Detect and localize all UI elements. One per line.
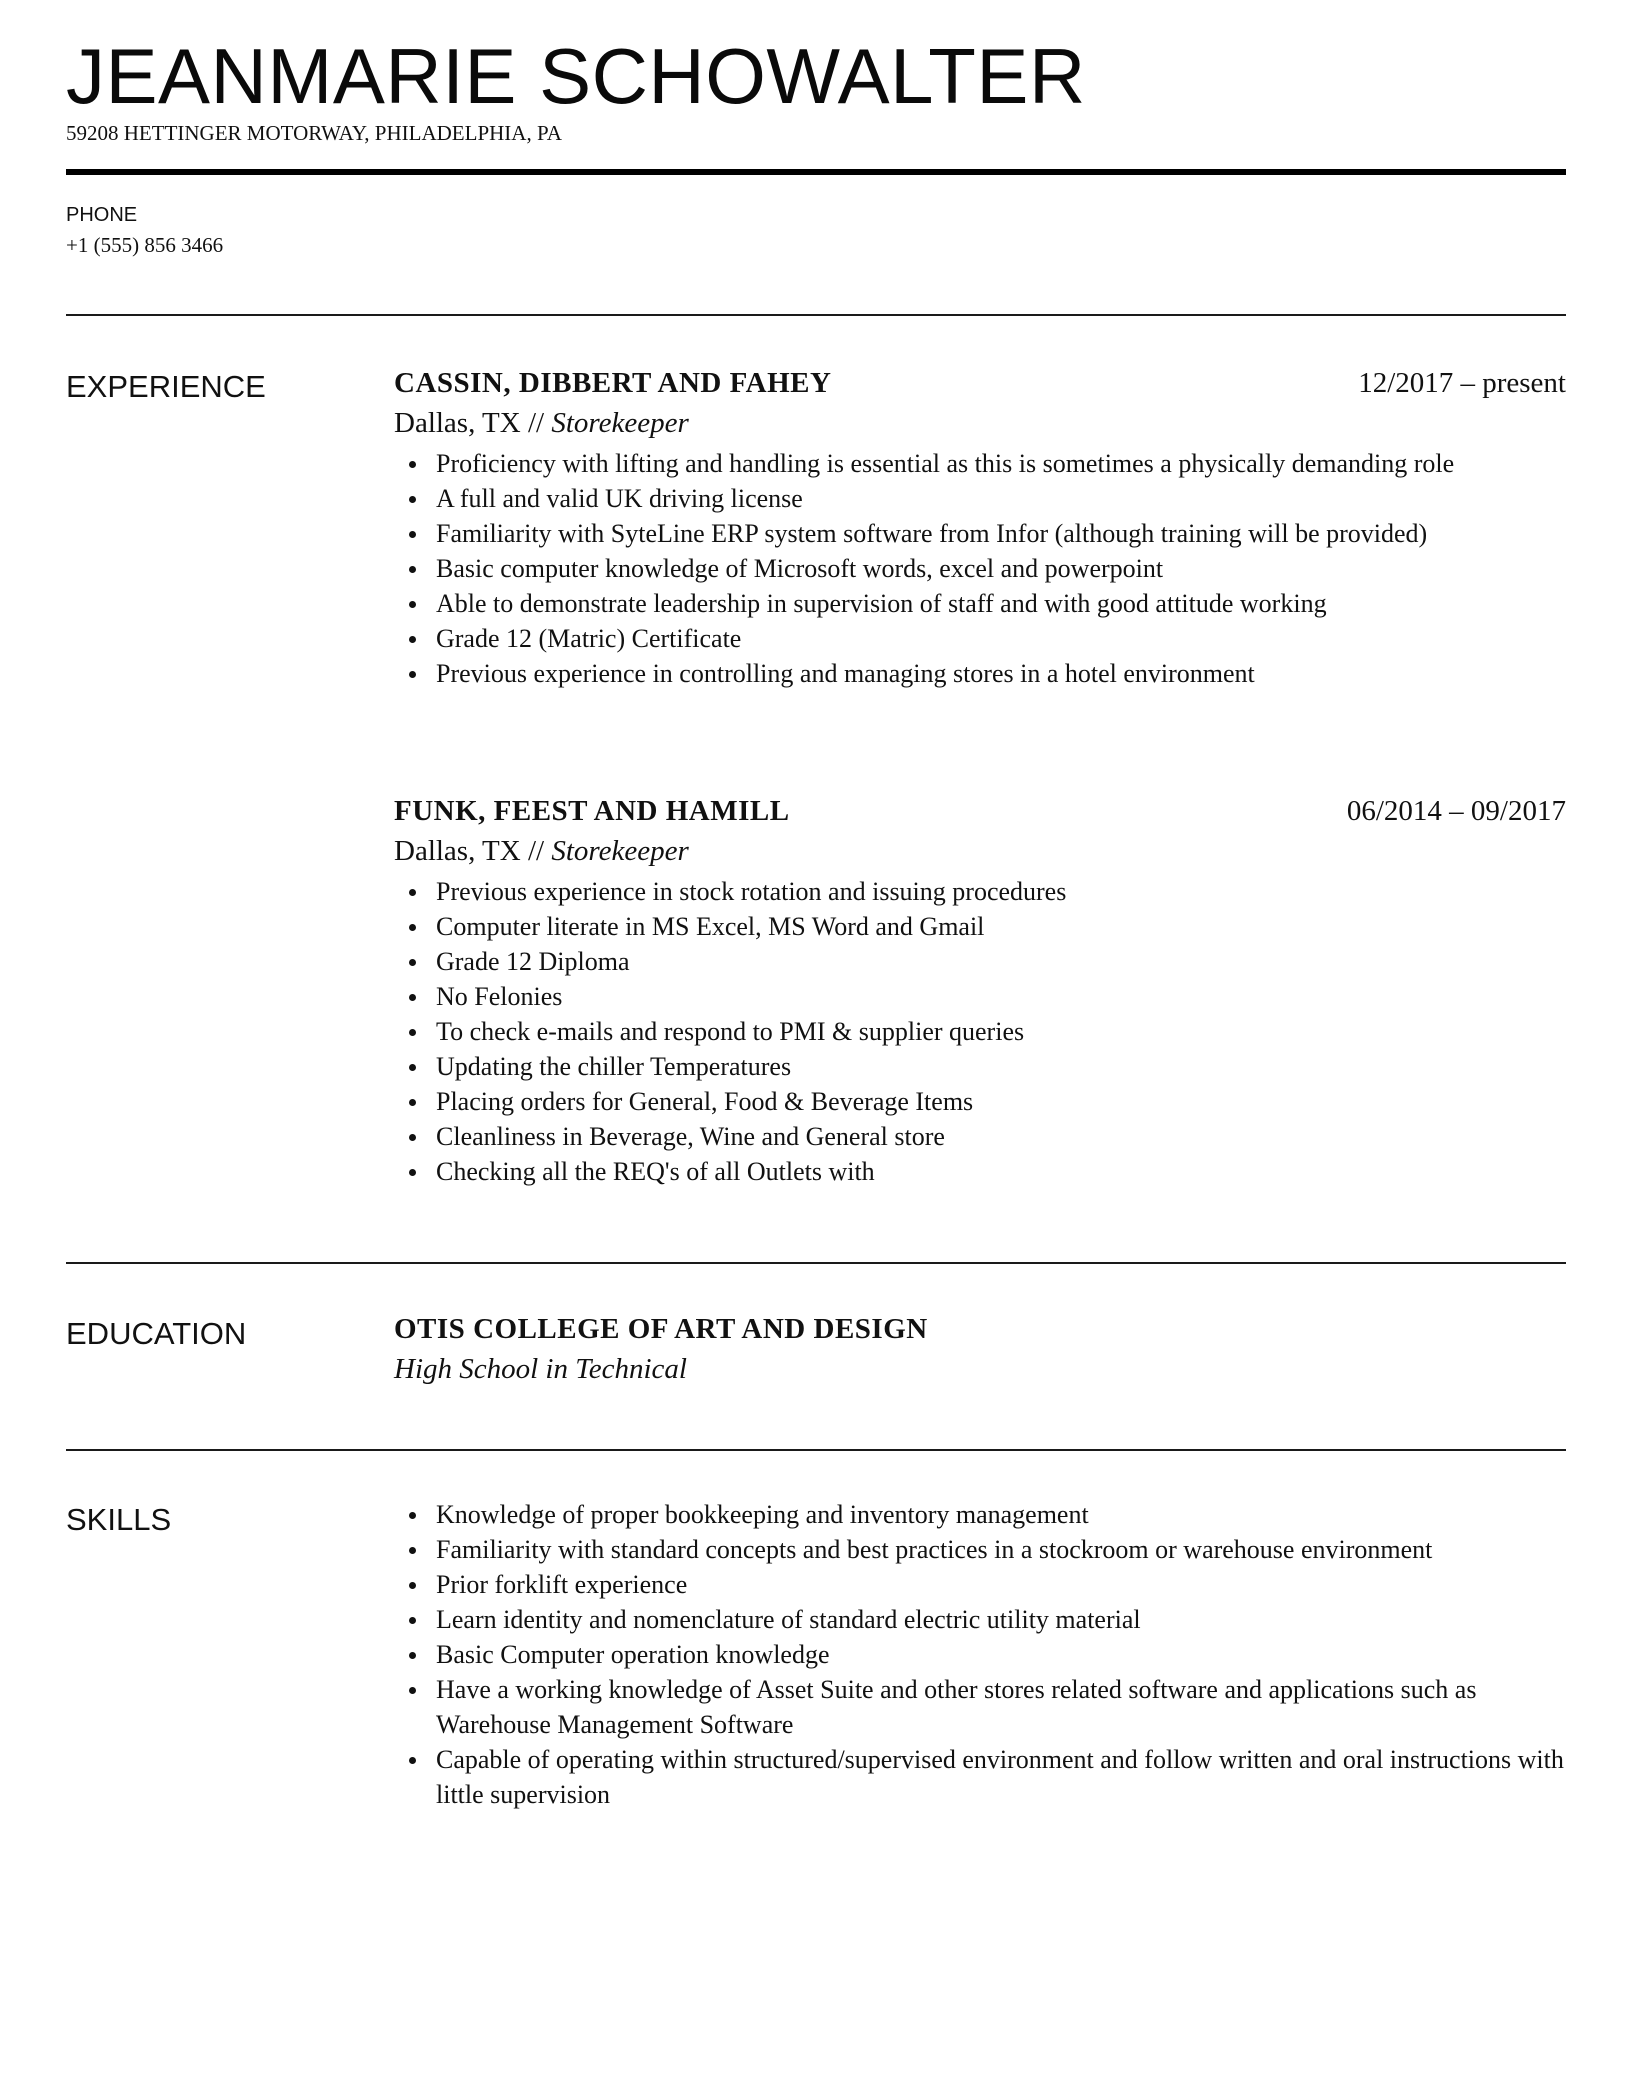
job-location: Dallas, TX: [394, 407, 521, 439]
skill-item: Knowledge of proper bookkeeping and inventory management: [394, 1497, 1566, 1532]
job-bullet: Proficiency with lifting and handling is essential as this is sometimes a physically demanding role: [394, 446, 1566, 481]
job-separator: //: [527, 407, 545, 439]
candidate-address: 59208 HETTINGER MOTORWAY, PHILADELPHIA, PA: [66, 121, 562, 145]
skills-section-title: SKILLS: [66, 1502, 172, 1537]
job-company: CASSIN, DIBBERT AND FAHEY: [394, 367, 832, 399]
job-subline: [394, 403, 1566, 443]
job-bullet: To check e-mails and respond to PMI & supplier queries: [394, 1014, 1566, 1049]
job-header: [394, 363, 1566, 403]
job-location: Dallas, TX: [394, 835, 521, 867]
job-entry: [394, 363, 1566, 691]
job-entry: [394, 791, 1566, 1189]
job-role: Storekeeper: [551, 407, 689, 439]
skill-item: Capable of operating within structured/supervised environment and follow written and oral instructions with little supervision: [394, 1742, 1566, 1812]
education-school: OTIS COLLEGE OF ART AND DESIGN: [394, 1313, 928, 1345]
job-separator: //: [527, 835, 545, 867]
phone-value: +1 (555) 856 3466: [66, 233, 224, 257]
job-bullet: Placing orders for General, Food & Beverage Items: [394, 1084, 1566, 1119]
job-dates: 06/2014 – 09/2017: [1346, 795, 1566, 827]
skills-list: [394, 1497, 1566, 1812]
job-dates: 12/2017 – present: [1358, 367, 1566, 399]
job-bullet: Grade 12 Diploma: [394, 944, 1566, 979]
phone-label: PHONE: [66, 204, 138, 226]
skill-item: Familiarity with standard concepts and best practices in a stockroom or warehouse environment: [394, 1532, 1566, 1567]
section-divider: [66, 314, 1566, 316]
job-bullet: A full and valid UK driving license: [394, 481, 1566, 516]
header-divider: [66, 169, 1566, 175]
job-bullet: Cleanliness in Beverage, Wine and General store: [394, 1119, 1566, 1154]
education-header: [394, 1309, 1566, 1349]
job-bullet: Previous experience in controlling and managing stores in a hotel environment: [394, 656, 1566, 691]
job-bullet: Computer literate in MS Excel, MS Word and Gmail: [394, 909, 1566, 944]
education-entry: [394, 1309, 1566, 1389]
candidate-name: JEANMARIE SCHOWALTER: [66, 32, 1086, 120]
skill-item: Basic Computer operation knowledge: [394, 1637, 1566, 1672]
section-divider: [66, 1449, 1566, 1451]
job-bullet: Checking all the REQ's of all Outlets with: [394, 1154, 1566, 1189]
job-bullet: Grade 12 (Matric) Certificate: [394, 621, 1566, 656]
job-bullet: No Felonies: [394, 979, 1566, 1014]
skill-item: Prior forklift experience: [394, 1567, 1566, 1602]
job-bullet: Able to demonstrate leadership in supervision of staff and with good attitude working: [394, 586, 1566, 621]
skill-item: Learn identity and nomenclature of standard electric utility material: [394, 1602, 1566, 1637]
job-bullet-list: [394, 446, 1566, 691]
education-degree: High School in Technical: [394, 1353, 687, 1385]
section-divider: [66, 1262, 1566, 1264]
experience-section-title: EXPERIENCE: [66, 369, 266, 404]
job-bullet-list: [394, 874, 1566, 1189]
job-header: [394, 791, 1566, 831]
job-role: Storekeeper: [551, 835, 689, 867]
job-bullet: Previous experience in stock rotation and issuing procedures: [394, 874, 1566, 909]
education-section-title: EDUCATION: [66, 1316, 247, 1351]
job-subline: [394, 831, 1566, 871]
job-company: FUNK, FEEST AND HAMILL: [394, 795, 790, 827]
skills-entry: [394, 1497, 1566, 1812]
job-bullet: Familiarity with SyteLine ERP system software from Infor (although training will be provided): [394, 516, 1566, 551]
job-bullet: Updating the chiller Temperatures: [394, 1049, 1566, 1084]
skill-item: Have a working knowledge of Asset Suite and other stores related software and applications such as Warehouse Management Software: [394, 1672, 1566, 1742]
resume-page: [66, 0, 1566, 2098]
job-bullet: Basic computer knowledge of Microsoft words, excel and powerpoint: [394, 551, 1566, 586]
